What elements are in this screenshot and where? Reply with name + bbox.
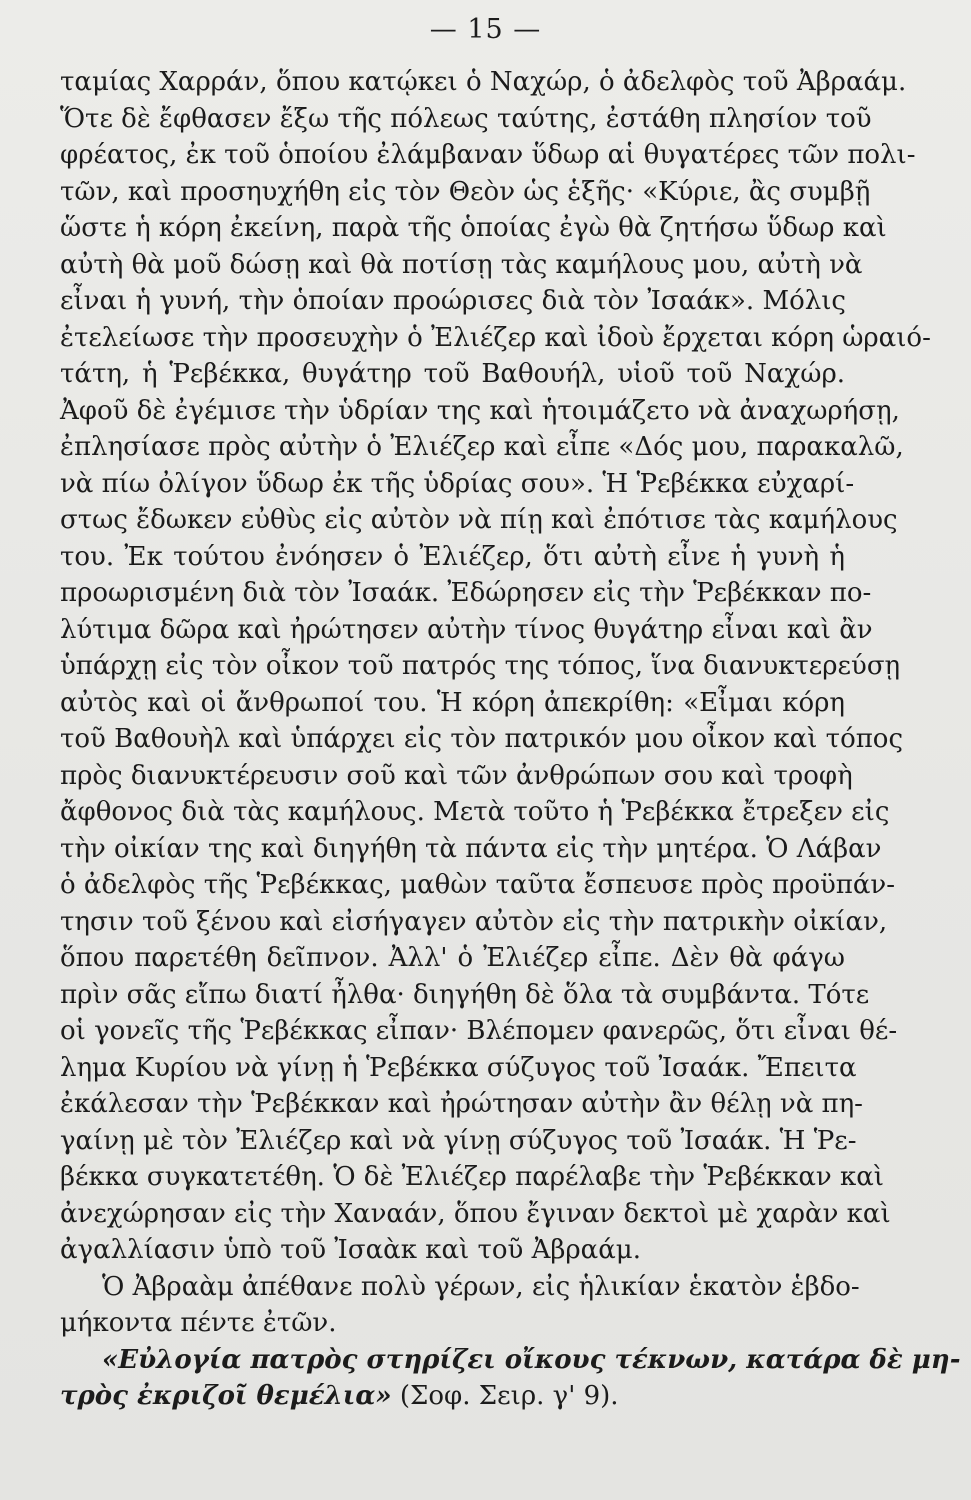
text-line: στως ἔδωκεν εὐθὺς εἰς αὐτὸν νὰ πίῃ καὶ ἐπότισε τὰς καμήλους [60,505,898,535]
text-line: εἶναι ἡ γυνή, τὴν ὁποίαν προώρισες διὰ τὸν Ἰσαάκ». Μόλις [60,286,846,316]
text-line: τῶν, καὶ προσηυχήθη εἰς τὸν Θεὸν ὡς ἑξῆς· «Κύριε, ἂς συμβῇ [60,176,871,207]
page-number: — 15 — [429,14,542,45]
text-line: τάτη, ἡ Ῥεβέκκα, θυγάτηρ τοῦ Βαθουήλ, υἱοῦ τοῦ Ναχώρ. [60,359,845,389]
text-line: τησιν τοῦ ξένου καὶ εἰσήγαγεν αὐτὸν εἰς τὴν πατρικὴν οἰκίαν, [60,906,888,937]
text-line: Ἀφοῦ δὲ ἐγέμισε τὴν ὑδρίαν της καὶ ἡτοιμάζετο νὰ ἀναχωρήσῃ, [60,395,900,426]
text-line: νὰ πίω ὀλίγον ὕδωρ ἐκ τῆς ὑδρίας σου». Ἡ Ῥεβέκκα εὐχαρί- [60,468,855,499]
quote-text-2: τρὸς ἐκριζοῖ θεμέλια» [60,1381,392,1411]
paragraph [60,64,931,1269]
text-line: Ὁ Ἀβραὰμ ἀπέθανε πολὺ γέρων, εἰς ἡλικίαν ἑκατὸν ἑβδο- [102,1271,860,1302]
paragraph [60,1269,860,1342]
text-line: ὑπάρχῃ εἰς τὸν οἶκον τοῦ πατρός της τόπος, ἵνα διανυκτερεύσῃ [60,651,901,681]
quote-text-1: «Εὐλογία πατρὸς στηρίζει οἴκους τέκνων, κατάρα δὲ μη- [102,1344,961,1375]
text-line: αὐτὴ θὰ μοῦ δώσῃ καὶ θὰ ποτίσῃ τὰς καμήλους μου, αὐτὴ νὰ [60,249,863,280]
text-line: ταμίας Χαρράν, ὅπου κατῴκει ὁ Ναχώρ, ὁ ἀδελφὸς τοῦ Ἀβραάμ. [60,67,907,97]
text-line: Ὅτε δὲ ἔφθασεν ἔξω τῆς πόλεως ταύτης, ἐστάθη πλησίον τοῦ [60,103,872,134]
text-line: ἄφθονος διὰ τὰς καμήλους. Μετὰ τοῦτο ἡ Ῥεβέκκα ἔτρεξεν εἰς [60,797,890,827]
text-line: βέκκα συγκατετέθη. Ὁ δὲ Ἐλιέζερ παρέλαβε τὴν Ῥεβέκκαν καὶ [60,1162,884,1192]
text-line: γαίνῃ μὲ τὸν Ἐλιέζερ καὶ νὰ γίνῃ σύζυγος τοῦ Ἰσαάκ. Ἡ Ῥε- [60,1125,857,1156]
text-line: τὴν οἰκίαν της καὶ διηγήθη τὰ πάντα εἰς τὴν μητέρα. Ὁ Λάβαν [60,833,882,864]
text-line: οἱ γονεῖς τῆς Ῥεβέκκας εἶπαν· Βλέπομεν φανερῶς, ὅτι εἶναι θέ- [60,1016,898,1046]
text-line: πρὶν σᾶς εἴπω διατί ἦλθα· διηγήθη δὲ ὅλα τὰ συμβάντα. Τότε [60,979,870,1010]
paragraphs [60,64,931,1342]
text-line: ἐκάλεσαν τὴν Ῥεβέκκαν καὶ ἠρώτησαν αὐτὴν ἂν θέλῃ νὰ πη- [60,1089,863,1119]
text-line: φρέατος, ἐκ τοῦ ὁποίου ἐλάμβαναν ὕδωρ αἱ θυγατέρες τῶν πολι- [60,140,916,170]
text-line: ἀγαλλίασιν ὑπὸ τοῦ Ἰσαὰκ καὶ τοῦ Ἀβραάμ. [60,1235,641,1265]
quote-source: (Σοφ. Σειρ. γ' 9). [391,1381,619,1411]
text-line: προωρισμένη διὰ τὸν Ἰσαάκ. Ἐδώρησεν εἰς τὴν Ῥεβέκκαν πο- [60,578,872,608]
text-line: ὅπου παρετέθη δεῖπνον. Ἀλλ' ὁ Ἐλιέζερ εἶπε. Δὲν θὰ φάγω [60,943,845,973]
text-line: ὥστε ἡ κόρη ἐκείνη, παρὰ τῆς ὁποίας ἐγὼ θὰ ζητήσω ὕδωρ καὶ [60,213,887,243]
quote-line-1 [60,1342,961,1379]
page-body [60,64,961,1415]
text-line: ἐπλησίασε πρὸς αὐτὴν ὁ Ἐλιέζερ καὶ εἶπε «Δός μου, παρακαλῶ, [60,432,904,462]
text-line: λημα Κυρίου νὰ γίνῃ ἡ Ῥεβέκκα σύζυγος τοῦ Ἰσαάκ. Ἔπειτα [60,1052,857,1083]
text-line: πρὸς διανυκτέρευσιν σοῦ καὶ τῶν ἀνθρώπων σου καὶ τροφὴ [60,760,853,791]
text-line: λύτιμα δῶρα καὶ ἠρώτησεν αὐτὴν τίνος θυγάτηρ εἶναι καὶ ἂν [60,614,873,645]
text-line: του. Ἐκ τούτου ἐνόησεν ὁ Ἐλιέζερ, ὅτι αὐτὴ εἶνε ἡ γυνὴ ἡ [60,541,845,572]
text-line: ὁ ἀδελφὸς τῆς Ῥεβέκκας, μαθὼν ταῦτα ἔσπευσε πρὸς προϋπάν- [60,870,896,900]
text-line: ἐτελείωσε τὴν προσευχὴν ὁ Ἐλιέζερ καὶ ἰδοὺ ἔρχεται κόρη ὡραιό- [60,322,931,353]
text-line: αὐτὸς καὶ οἱ ἄνθρωποί του. Ἡ κόρη ἀπεκρίθη: «Εἶμαι κόρη [60,687,845,718]
text-line: μήκοντα πέντε ἐτῶν. [60,1308,337,1338]
text-line: ἀνεχώρησαν εἰς τὴν Χαναάν, ὅπου ἔγιναν δεκτοὶ μὲ χαρὰν καὶ [60,1198,891,1229]
text-line: τοῦ Βαθουὴλ καὶ ὑπάρχει εἰς τὸν πατρικόν μου οἶκον καὶ τόπος [60,724,904,754]
quote-line-2 [60,1378,845,1415]
